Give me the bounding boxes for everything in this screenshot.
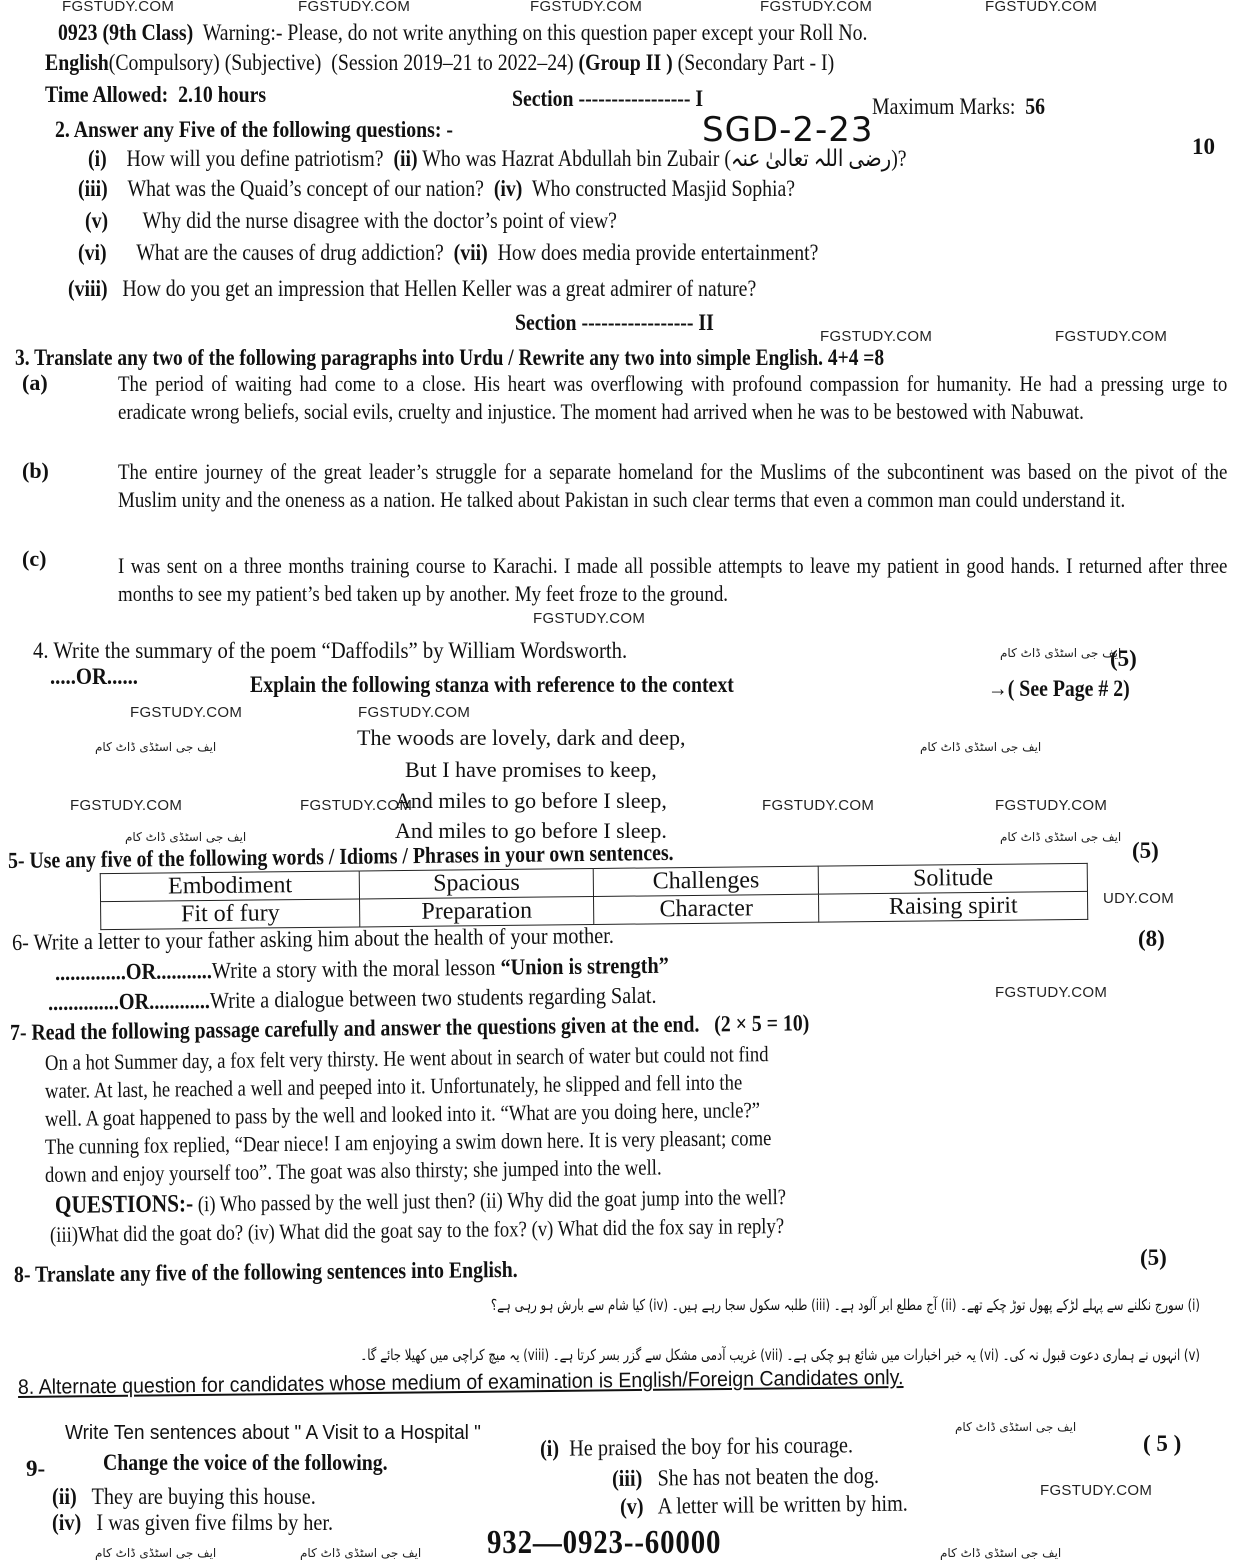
urdu-sentences-line-2: (v) انہوں نے ہماری دعوت قبول نہ کی۔ (vi) یہ خبر اخبارات میں شائع ہو چکی ہے۔ (vii) غریب آدمی مشکل سے گزر بسر کرتا ہے۔ (viii) یہ میچ کراچی میں کھیلا جائے گا۔ xyxy=(360,1346,1200,1364)
q9-item-3: (iii) She has not beaten the dog. xyxy=(611,1462,880,1491)
q2-line-4: (vi) What are the causes of drug addiction? (vii) How does media provide entertainment? xyxy=(78,240,819,265)
section-2-heading: Section ----------------- II xyxy=(515,310,714,335)
q6-or-1: ..............OR...........Write a story with the moral lesson “Union is strength” xyxy=(54,952,669,985)
vocabulary-table xyxy=(100,863,1089,930)
watermark: FGSTUDY.COM xyxy=(1040,1482,1153,1499)
q2-title: 2. Answer any Five of the following questions: - xyxy=(55,117,454,142)
q3-label-b: (b) xyxy=(22,458,49,483)
watermark: FGSTUDY.COM xyxy=(533,610,646,627)
q6-text: 6- Write a letter to your father asking him about the health of your mother. xyxy=(11,922,614,955)
q8-title: 8- Translate any five of the following sentences into English. xyxy=(13,1256,518,1287)
q9-title: Change the voice of the following. xyxy=(103,1450,388,1475)
group: (Group II ) xyxy=(578,50,673,75)
q8-alternate-text: Write Ten sentences about " A Visit to a Hospital " xyxy=(65,1422,481,1444)
q9-item-4: (iv) I was given five films by her. xyxy=(52,1510,334,1535)
q6-or-2: ..............OR............Write a dialogue between two students regarding Salat. xyxy=(47,982,657,1015)
watermark-urdu: ایف جی اسٹڈی ڈاٹ کام xyxy=(1000,646,1122,660)
q9-item-1: (i) He praised the boy for his courage. xyxy=(539,1432,854,1461)
watermark: FGSTUDY.COM xyxy=(300,797,413,814)
q9-number: 9- xyxy=(26,1456,46,1481)
stanza-line-1: The woods are lovely, dark and deep, xyxy=(357,725,686,750)
passage-line-5: down and enjoy yourself too”. The goat was also thirsty; she jumped into the well. xyxy=(44,1154,662,1187)
paper-footer-code: 932—0923--60000 xyxy=(487,1524,722,1561)
passage-line-2: water. At last, he reached a well and peeped into it. Unfortunately, he slipped and fell into the xyxy=(44,1069,743,1103)
watermark: FGSTUDY.COM xyxy=(985,0,1098,15)
q4-or: .....OR...... xyxy=(50,664,138,689)
watermark: FGSTUDY.COM xyxy=(62,0,175,15)
table-cell: Character xyxy=(593,894,819,924)
table-cell: Solitude xyxy=(819,863,1088,894)
table-cell: Preparation xyxy=(360,897,594,927)
part: (Secondary Part - I) xyxy=(677,50,835,75)
watermark-urdu: ایف جی اسٹڈی ڈاٹ کام xyxy=(95,1546,217,1560)
q4-text: 4. Write the summary of the poem “Daffodils” by William Wordsworth. xyxy=(33,638,628,663)
q3-paragraph-a: The period of waiting had come to a close. His heart was overflowing with profound compassion for humanity. He had a pressing urge to eradicate wrong beliefs, social evils, cruelty and injustice. The moment had arrived when he was to be bestowed with Nabuwat. xyxy=(118,371,1228,424)
class-label: (9th Class) xyxy=(102,20,194,45)
table-cell: Spacious xyxy=(360,869,594,899)
stanza-line-3: And miles to go before I sleep, xyxy=(395,788,667,813)
time-allowed: Time Allowed: 2.10 hours xyxy=(45,82,267,107)
max-marks: Maximum Marks: 56 xyxy=(872,94,1046,119)
paper-code: 0923 xyxy=(58,20,98,45)
q2-marks: 10 xyxy=(1192,134,1215,159)
passage-line-1: On a hot Summer day, a fox felt very thirsty. He went about in search of water but could not find xyxy=(44,1041,769,1075)
q3-paragraph-b: The entire journey of the great leader’s struggle for a separate homeland for the Muslims of the subcontinent was based on the pivot of the Muslim unity and the oneness as a nation. He talked about Pakistan in such clear terms that even a common man could understand it. xyxy=(118,459,1228,512)
watermark-urdu: ایف جی اسٹڈی ڈاٹ کام xyxy=(920,740,1042,754)
q5-title: 5- Use any five of the following words / Idioms / Phrases in your own sentences. xyxy=(7,839,674,873)
q8-alternate-title: 8. Alternate question for candidates whose medium of examination is English/Foreign Candidates only. xyxy=(17,1366,904,1399)
q3-label-c: (c) xyxy=(22,546,47,571)
q9-item-2: (ii) They are buying this house. xyxy=(52,1484,316,1509)
questions-line-2: (iii)What did the goat do? (iv) What did the goat say to the fox? (v) What did the fox say in reply? xyxy=(49,1212,785,1247)
watermark: FGSTUDY.COM xyxy=(995,797,1108,814)
section-1-heading: Section ----------------- I xyxy=(512,86,704,111)
table-cell: Raising spirit xyxy=(819,891,1088,922)
passage-line-3: well. A goat happened to pass by the well and looked into it. “What are you doing here, uncle?” xyxy=(44,1097,761,1131)
watermark: FGSTUDY.COM xyxy=(760,0,873,15)
header-line-2 xyxy=(45,50,834,76)
stanza-marks: (5) xyxy=(1132,838,1159,863)
table-cell: Challenges xyxy=(593,866,819,896)
watermark-urdu: ایف جی اسٹڈی ڈاٹ کام xyxy=(125,830,247,844)
watermark-urdu: ایف جی اسٹڈی ڈاٹ کام xyxy=(300,1546,422,1560)
watermark: FGSTUDY.COM xyxy=(130,704,243,721)
watermark: FGSTUDY.COM xyxy=(995,984,1108,1001)
handwritten-note: SGD-2-23 xyxy=(702,110,874,150)
warning-text: Warning:- Please, do not write anything on this question paper except your Roll No. xyxy=(202,20,868,45)
q7-title: 7- Read the following passage carefully and answer the questions given at the end. (2 × 5 = 10) xyxy=(9,1010,810,1045)
watermark: FGSTUDY.COM xyxy=(820,328,933,345)
q2-line-2: (iii) What was the Quaid’s concept of our nation? (iv) Who constructed Masjid Sophia? xyxy=(78,176,796,201)
stanza-line-4: And miles to go before I sleep. xyxy=(395,818,667,843)
table-cell: Fit of fury xyxy=(101,899,361,930)
watermark-urdu: ایف جی اسٹڈی ڈاٹ کام xyxy=(95,740,217,754)
watermark-urdu: ایف جی اسٹڈی ڈاٹ کام xyxy=(940,1546,1062,1560)
urdu-sentences-line-1: (i) سورج نکلنے سے پہلے لڑکے پھول توڑ چکے تھے۔ (ii) آج مطلع ابر آلود ہے۔ (iii) طلبہ سکول سجا رہے ہیں۔ (iv) کیا شام سے بارش ہو رہی ہے؟ xyxy=(490,1296,1200,1314)
session: (Session 2019–21 to 2022–24) xyxy=(331,50,574,75)
q7-end-marks: (5) xyxy=(1140,1245,1167,1270)
q8-alt-marks: ( 5 ) xyxy=(1143,1431,1182,1456)
watermark: UDY.COM xyxy=(1103,890,1174,907)
stanza-line-2: But I have promises to keep, xyxy=(405,757,657,782)
q4-marks: (5) xyxy=(1110,646,1137,671)
q9-item-5: (v) A letter will be written by him. xyxy=(619,1490,908,1519)
watermark: FGSTUDY.COM xyxy=(530,0,643,15)
q6-marks: (8) xyxy=(1138,926,1165,951)
q3-title: 3. Translate any two of the following paragraphs into Urdu / Rewrite any two into simple English. 4+4 =8 xyxy=(15,345,885,370)
q4-alternative: Explain the following stanza with reference to the context xyxy=(250,672,734,697)
q3-label-a: (a) xyxy=(22,370,48,395)
watermark: FGSTUDY.COM xyxy=(762,797,875,814)
subject-detail: (Compulsory) (Subjective) xyxy=(108,50,322,75)
watermark: FGSTUDY.COM xyxy=(70,797,183,814)
q2-line-5: (viii) How do you get an impression that Hellen Keller was a great admirer of nature? xyxy=(68,276,757,301)
watermark-urdu: ایف جی اسٹڈی ڈاٹ کام xyxy=(1000,830,1122,844)
q2-line-1: (i) How will you define patriotism? (ii) Who was Hazrat Abdullah bin Zubair (رضی اللہ تعالیٰ عنہ)? xyxy=(88,146,907,171)
q2-line-3: (v) Why did the nurse disagree with the doctor’s point of view? xyxy=(85,208,617,233)
watermark-urdu: ایف جی اسٹڈی ڈاٹ کام xyxy=(955,1420,1077,1434)
watermark: FGSTUDY.COM xyxy=(358,704,471,721)
watermark: FGSTUDY.COM xyxy=(1055,328,1168,345)
table-cell: Embodiment xyxy=(100,871,360,902)
subject: English xyxy=(45,50,109,75)
see-page-link: →( See Page # 2) xyxy=(988,676,1130,701)
passage-line-4: The cunning fox replied, “Dear niece! I am enjoying a swim down here. It is very pleasant; come xyxy=(44,1125,772,1159)
q3-paragraph-c: I was sent on a three months training course to Karachi. I made all possible attempts to leave my patient in good hands. I returned after three months to see my patient’s bed taken up by another. My feet froze to the ground. xyxy=(118,553,1228,606)
questions-line-1: QUESTIONS:- (i) Who passed by the well just then? (ii) Why did the goat jump into the well? xyxy=(54,1183,787,1219)
watermark: FGSTUDY.COM xyxy=(298,0,411,15)
header-line-1 xyxy=(58,20,867,46)
